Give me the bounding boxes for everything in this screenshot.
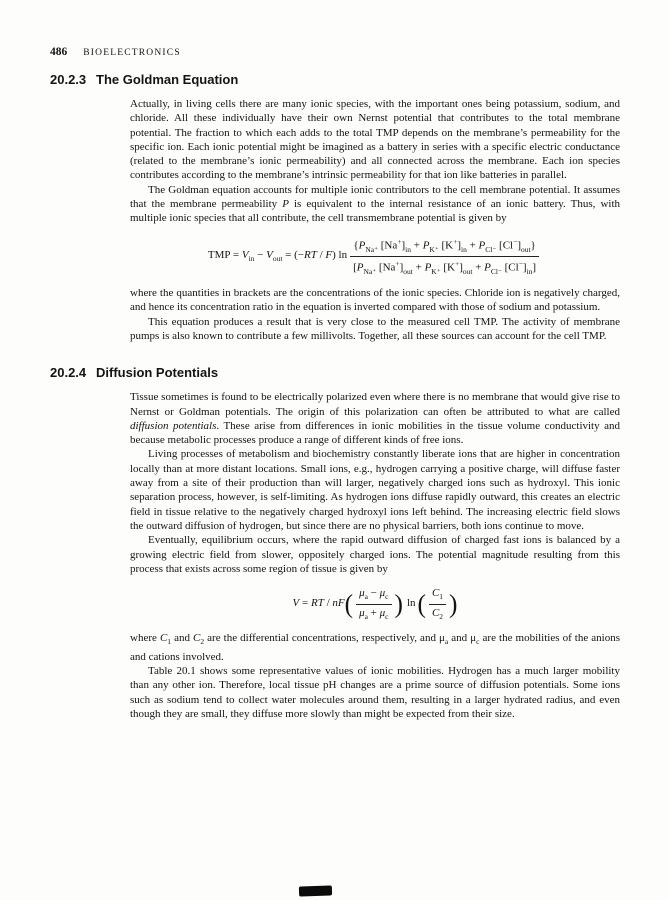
fraction-concentration <box>429 587 446 621</box>
ln-operator: ln <box>406 597 416 610</box>
paragraph: This equation produces a result that is very close to the measured cell TMP. The activity of membrane pumps is also known to contribute a few millivolts. Together, all these sources can account for the cell TMP. <box>130 315 620 342</box>
section-title: The Goldman Equation <box>96 72 239 87</box>
equation-goldman <box>130 237 620 276</box>
section-number: 20.2.3 <box>50 72 87 87</box>
numerator: {$P_{Na^+}$ $[Na^+]_{in} + P_{K^+}$ $[K^+]_{in} + P_{Cl^-}$ $[Cl^-]_{out}$} <box>350 237 538 257</box>
section-diffusion <box>50 365 620 721</box>
paragraph: Tissue sometimes is found to be electrically polarized even where there is no membrane that would give rise to Nernst or Goldman potentials. The origin of this polarization can often be attributed to what are called diffusion potentials. These arise from differences in ionic mobilities in the tissue volume conductivity and because metabolic processes produce a range of different kinds of free ions. <box>130 391 620 447</box>
section-heading-diffusion <box>50 365 620 380</box>
scan-artifact <box>299 885 332 896</box>
section-number: 20.2.4 <box>50 365 87 381</box>
open-paren: ( <box>344 589 354 619</box>
section-title: Diffusion Potentials <box>96 365 219 381</box>
paragraph: where the quantities in brackets are the concentrations of the ionic species. Chloride ion is negatively charged, and hence its concentration ratio in the equation is inverted compared with those of sodium and potassium. <box>130 287 620 314</box>
section-goldman <box>50 72 620 343</box>
paragraph: The Goldman equation accounts for multiple ionic contributors to the cell membrane potential. It assumes that the membrane permeability P is equivalent to the internal resistance of an ionic battery. Thus, with multiple ionic species that all contribute, the cell transmembrane potential is given by <box>130 183 620 225</box>
section-body <box>130 97 620 343</box>
paragraph: where $C_1$ and $C_2$ are the differential concentrations, respectively, and $\mu_a$ and $\mu_c$ are the mobilities of the anions and cations involved. <box>130 632 621 663</box>
close-paren: ) <box>449 589 458 619</box>
equation-diffusion <box>130 587 620 621</box>
equation-diffusion-lhs: V = RT / nF <box>292 597 345 610</box>
paragraph: Table 20.1 shows some representative values of ionic mobilities. Hydrogen has a much larger mobility than any other ion. Therefore, local tissue pH changes are a prime source of diffusion potentials. Some ions such as sodium tend to collect water molecules around them, resulting in a larger hydrated radius, and even though they are small, they diffuse more slowly than might be expected from their size. <box>130 664 620 720</box>
numerator: $C_1$ <box>429 587 446 605</box>
denominator: [$P_{Na^+}$ $[Na^+]_{out} + P_{K^+}$ $[K^+]_{out} + P_{Cl^-}$ $[Cl^-]_{in}$] <box>353 258 537 276</box>
page-number: 486 <box>50 46 68 58</box>
running-head: BIOELECTRONICS <box>83 48 181 58</box>
equation-goldman-lhs: TMP = $V_{in} - V_{out} = (-RT / F)$ ln <box>207 249 348 264</box>
page-header <box>50 46 620 58</box>
paragraph: Eventually, equilibrium occurs, where the rapid outward diffusion of charged fast ions is balanced by a growing electric field from slower, oppositely charged ions. The potential magnitude resulting from this process that exists across some region of tissue is given by <box>130 534 620 575</box>
open-paren: ( <box>417 589 426 619</box>
fraction-mobility <box>356 587 391 621</box>
denominator: $\mu_a + \mu_c$ <box>359 606 389 621</box>
denominator: $C_2$ <box>431 606 444 621</box>
fraction <box>350 237 539 276</box>
section-heading-goldman <box>50 72 620 87</box>
section-body <box>130 390 620 721</box>
close-paren: ) <box>394 589 403 619</box>
paragraph: Actually, in living cells there are many ionic species, with the important ones being potassium, sodium, and chloride. All these individually have their own Nernst potential that contributes to the total membrane potential. The fraction to which each adds to the total TMP depends on the membrane’s permeability for the specific ion. Each ionic potential might be imagined as a battery in series with a specific electric conductance (related to the membrane’s ionic permeability) and all connected across the membrane. Each ion species contributes according to the membrane’s intrinsic permeability for that ion like batteries in parallel. <box>130 98 620 182</box>
numerator: $\mu_a - \mu_c$ <box>356 587 391 605</box>
paragraph: Living processes of metabolism and biochemistry constantly liberate ions that are higher in concentration locally than at more distant locations. Small ions, e.g., hydrogen carrying a positive charge, will diffuse faster away from a site of their production than will larger, negatively charged ions such as hydroxyl. This ionic separation process, however, is self-limiting. As hydrogen ions diffuse rapidly outward, this creates an electric field in tissue relative to the negatively charged hydroxyl ions left behind. The increasing electric field slows the outward diffusion of hydrogen, but since there are no physical barriers, both ions continue to move. <box>130 448 620 532</box>
